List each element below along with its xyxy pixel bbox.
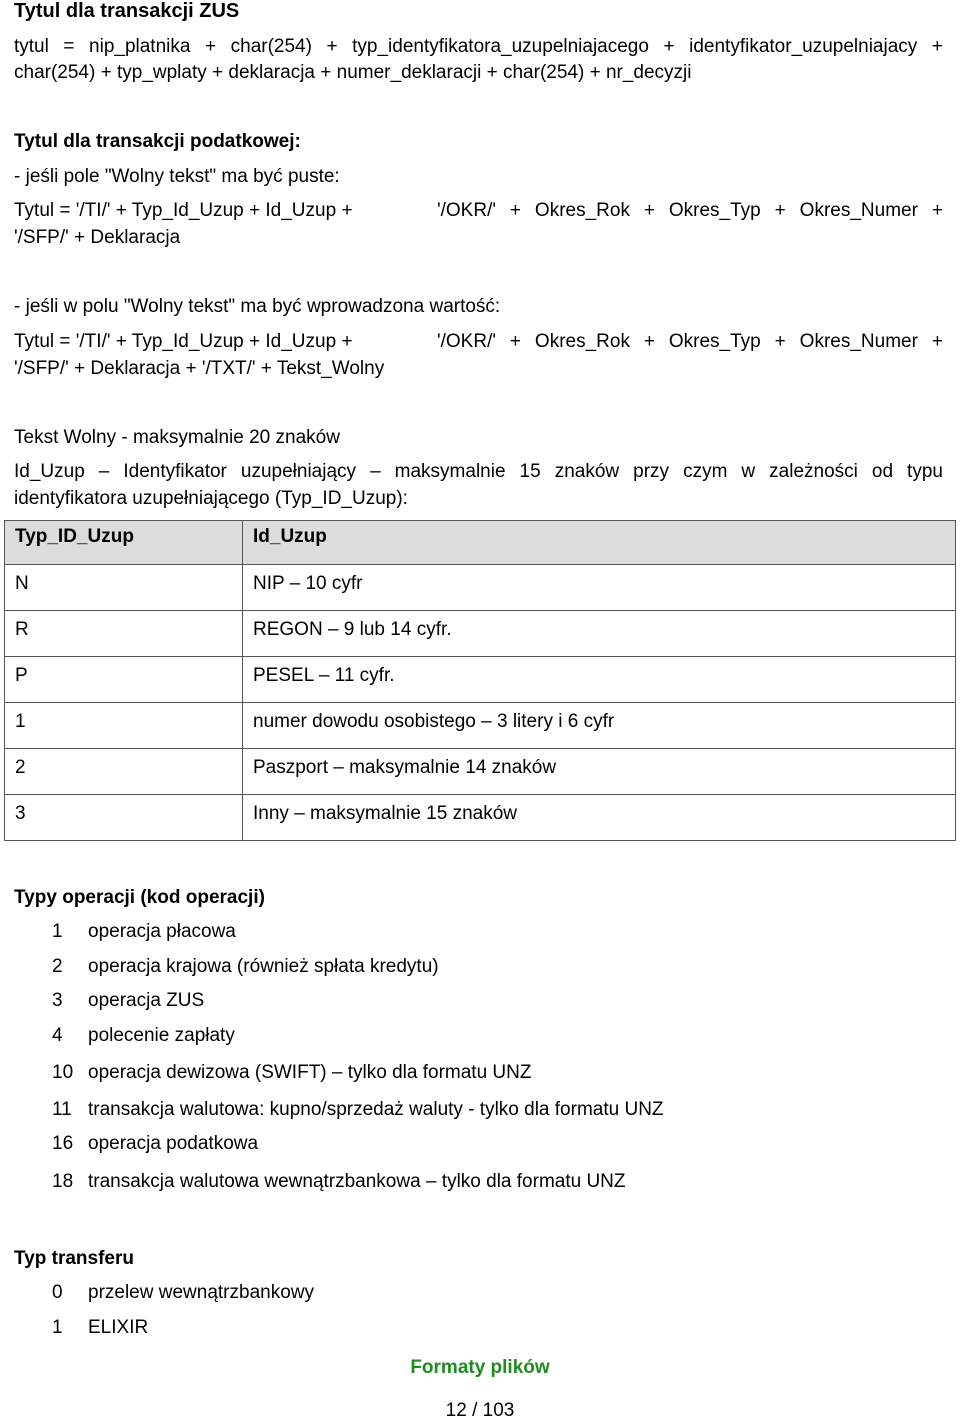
tax-case1-line1-right [437, 200, 943, 222]
formula-word: + [663, 36, 675, 57]
formula-word: identyfikator_uzupelniajacy [689, 36, 918, 57]
operation-code: 18 [52, 1171, 74, 1192]
formula-word: + [326, 36, 338, 57]
operation-label: polecenie zapłaty [88, 1025, 235, 1046]
footer-title: Formaty plików [410, 1357, 550, 1378]
formula-word: Okres_Numer [799, 331, 918, 352]
transfer-heading: Typ transferu [14, 1248, 135, 1269]
table-row [5, 749, 956, 795]
operations-heading: Typy operacji (kod operacji) [14, 887, 265, 908]
operation-code: 16 [52, 1133, 74, 1154]
formula-word: + [931, 200, 943, 221]
operation-code: 1 [52, 921, 63, 942]
table-row [5, 657, 956, 703]
formula-word: char(254) [230, 36, 312, 57]
formula-word: czym [683, 461, 728, 482]
formula-word: + [509, 331, 522, 352]
formula-word: '/OKR/' [437, 200, 496, 221]
page-number: 12 / 103 [445, 1400, 515, 1421]
formula-word: Okres_Rok [534, 200, 630, 221]
table-cell-code: 1 [5, 703, 243, 749]
operation-label: transakcja walutowa: kupno/sprzedaż waluty - tylko dla formatu UNZ [88, 1099, 664, 1120]
id-uzup-description-line1 [14, 461, 943, 483]
formula-word: od [871, 461, 894, 482]
operation-label: operacja krajowa (również spłata kredytu) [88, 956, 439, 977]
formula-word: Okres_Numer [799, 200, 918, 221]
formula-word: Okres_Typ [668, 331, 761, 352]
tax-case2-line1-left: Tytul = '/TI/' + Typ_Id_Uzup + Id_Uzup + [14, 331, 353, 352]
formula-word: nip_platnika [89, 36, 191, 57]
formula-word: w [741, 461, 756, 482]
formula-word: + [643, 200, 655, 221]
table-cell-desc: PESEL – 11 cyfr. [243, 657, 956, 703]
formula-word: tytul [14, 36, 49, 57]
formula-word: zależności [769, 461, 858, 482]
table-cell-desc: NIP – 10 cyfr [243, 565, 956, 611]
table-row [5, 795, 956, 841]
zus-formula-line1 [14, 36, 943, 58]
formula-word: typu [907, 461, 943, 482]
formula-word: + [774, 331, 786, 352]
formula-word: 15 [519, 461, 541, 482]
table-row [5, 611, 956, 657]
operation-label: operacja podatkowa [88, 1133, 259, 1154]
table-header-row [5, 521, 956, 565]
formula-word: '/OKR/' [437, 331, 496, 352]
formula-word: + [204, 36, 217, 57]
table-header-typ: Typ_ID_Uzup [5, 521, 243, 565]
tax-case1-line1-left: Tytul = '/TI/' + Typ_Id_Uzup + Id_Uzup + [14, 200, 353, 221]
operation-label: transakcja walutowa wewnątrzbankowa – tylko dla formatu UNZ [88, 1171, 626, 1192]
formula-word: uzupełniający [240, 461, 357, 482]
table-cell-desc: Inny – maksymalnie 15 znaków [243, 795, 956, 841]
tax-case2-line1-right [437, 331, 943, 353]
operation-label: operacja dewizowa (SWIFT) – tylko dla formatu UNZ [88, 1062, 532, 1083]
operation-label: operacja ZUS [88, 990, 205, 1011]
formula-word: + [931, 36, 943, 57]
tax-case1-line2: '/SFP/' + Deklaracja [14, 227, 181, 248]
id-uzup-description-line2: identyfikatora uzupełniającego (Typ_ID_Uzup): [14, 488, 408, 509]
formula-word: + [774, 200, 786, 221]
formula-word: znaków [554, 461, 620, 482]
id-uzup-table [4, 520, 956, 841]
formula-word: Okres_Typ [668, 200, 761, 221]
transfer-code: 0 [52, 1282, 63, 1303]
formula-word: typ_identyfikatora_uzupelniajacego [352, 36, 649, 57]
operation-code: 2 [52, 956, 63, 977]
table-cell-desc: Paszport – maksymalnie 14 znaków [243, 749, 956, 795]
table-cell-desc: numer dowodu osobistego – 3 litery i 6 cyfr [243, 703, 956, 749]
table-header-id: Id_Uzup [243, 521, 956, 565]
operation-code: 11 [52, 1099, 72, 1120]
transfer-code: 1 [52, 1317, 63, 1338]
formula-word: + [509, 200, 522, 221]
formula-word: = [63, 36, 75, 57]
formula-word: Identyfikator [123, 461, 227, 482]
formula-word: + [931, 331, 943, 352]
formula-word: przy [633, 461, 670, 482]
tekst-wolny-note: Tekst Wolny - maksymalnie 20 znaków [14, 427, 340, 448]
transfer-label: ELIXIR [88, 1317, 149, 1338]
table-row [5, 565, 956, 611]
table-cell-code: R [5, 611, 243, 657]
formula-word: Id_Uzup [14, 461, 85, 482]
operation-label: operacja płacowa [88, 921, 236, 942]
operation-code: 10 [52, 1062, 74, 1083]
table-cell-code: 3 [5, 795, 243, 841]
formula-word: maksymalnie [394, 461, 506, 482]
tax-heading: Tytul dla transakcji podatkowej: [14, 131, 301, 152]
operation-code: 3 [52, 990, 63, 1011]
table-cell-code: N [5, 565, 243, 611]
zus-heading: Tytul dla transakcji ZUS [14, 0, 240, 22]
formula-word: – [98, 461, 110, 482]
operation-code: 4 [52, 1025, 63, 1046]
tax-case1-label: - jeśli pole "Wolny tekst" ma być puste: [14, 166, 340, 187]
formula-word: – [370, 461, 381, 482]
table-cell-code: 2 [5, 749, 243, 795]
tax-case2-label: - jeśli w polu "Wolny tekst" ma być wprowadzona wartość: [14, 296, 501, 317]
formula-word: Okres_Rok [534, 331, 630, 352]
formula-word: + [643, 331, 655, 352]
table-cell-desc: REGON – 9 lub 14 cyfr. [243, 611, 956, 657]
tax-case2-line2: '/SFP/' + Deklaracja + '/TXT/' + Tekst_Wolny [14, 358, 385, 379]
zus-formula-line2: char(254) + typ_wplaty + deklaracja + numer_deklaracji + char(254) + nr_decyzji [14, 62, 692, 83]
table-row [5, 703, 956, 749]
transfer-label: przelew wewnątrzbankowy [88, 1282, 314, 1303]
table-cell-code: P [5, 657, 243, 703]
